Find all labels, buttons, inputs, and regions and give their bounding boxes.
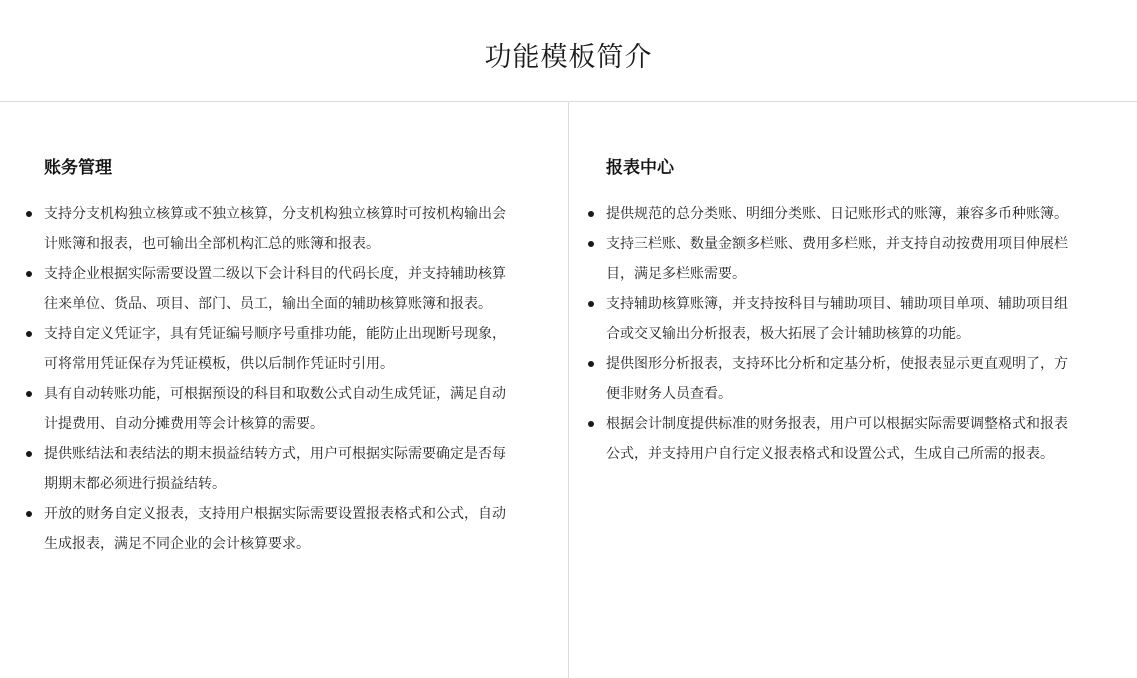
list-item [606, 349, 1080, 409]
list-item-text: 根据会计制度提供标准的财务报表，用户可以根据实际需要调整格式和报表公式，并支持用户自行定义报表格式和设置公式，生成自己所需的报表。 [606, 416, 1068, 462]
list-item [44, 439, 518, 499]
list-item [606, 289, 1080, 349]
bullet-icon [588, 421, 594, 427]
list-item-text: 提供账结法和表结法的期末损益结转方式，用户可根据实际需要确定是否每期期末都必须进行损益结转。 [44, 446, 506, 492]
list-item [606, 199, 1080, 229]
section-title-accounting: 账务管理 [44, 158, 112, 178]
list-item [606, 229, 1080, 289]
bullet-icon [588, 301, 594, 307]
section-title-reports: 报表中心 [606, 158, 674, 178]
list-item [44, 499, 518, 559]
feature-list-reports [606, 199, 1080, 469]
feature-list-accounting [44, 199, 518, 559]
list-item [44, 259, 518, 319]
section-reports [606, 152, 1080, 469]
section-accounting [44, 152, 518, 559]
bullet-icon [26, 271, 32, 277]
bullet-icon [26, 331, 32, 337]
bullet-icon [26, 391, 32, 397]
list-item-text: 支持分支机构独立核算或不独立核算，分支机构独立核算时可按机构输出会计账簿和报表，也可输出全部机构汇总的账簿和报表。 [44, 206, 506, 252]
list-item-text: 开放的财务自定义报表，支持用户根据实际需要设置报表格式和公式，自动生成报表，满足不同企业的会计核算要求。 [44, 506, 506, 552]
bullet-icon [588, 361, 594, 367]
list-item-text: 提供规范的总分类账、明细分类账、日记账形式的账簿，兼容多币种账簿。 [606, 206, 1068, 222]
bullet-icon [26, 451, 32, 457]
list-item [44, 379, 518, 439]
bullet-icon [588, 241, 594, 247]
page-header [0, 0, 1137, 102]
list-item-text: 支持自定义凭证字，具有凭证编号顺序号重排功能，能防止出现断号现象，可将常用凭证保存为凭证模板，供以后制作凭证时引用。 [44, 326, 506, 372]
bullet-icon [26, 211, 32, 217]
list-item [606, 409, 1080, 469]
list-item [44, 199, 518, 259]
list-item-text: 支持三栏账、数量金额多栏账、费用多栏账，并支持自动按费用项目伸展栏目，满足多栏账需要。 [606, 236, 1068, 282]
column-divider [568, 102, 569, 678]
list-item-text: 具有自动转账功能，可根据预设的科目和取数公式自动生成凭证，满足自动计提费用、自动分摊费用等会计核算的需要。 [44, 386, 506, 432]
list-item-text: 提供图形分析报表，支持环比分析和定基分析，使报表显示更直观明了，方便非财务人员查看。 [606, 356, 1068, 402]
page-title: 功能模板简介 [484, 42, 653, 73]
list-item-text: 支持企业根据实际需要设置二级以下会计科目的代码长度，并支持辅助核算往来单位、货品、项目、部门、员工，输出全面的辅助核算账簿和报表。 [44, 266, 506, 312]
bullet-icon [26, 511, 32, 517]
bullet-icon [588, 211, 594, 217]
list-item [44, 319, 518, 379]
list-item-text: 支持辅助核算账簿，并支持按科目与辅助项目、辅助项目单项、辅助项目组合或交叉输出分析报表，极大拓展了会计辅助核算的功能。 [606, 296, 1068, 342]
